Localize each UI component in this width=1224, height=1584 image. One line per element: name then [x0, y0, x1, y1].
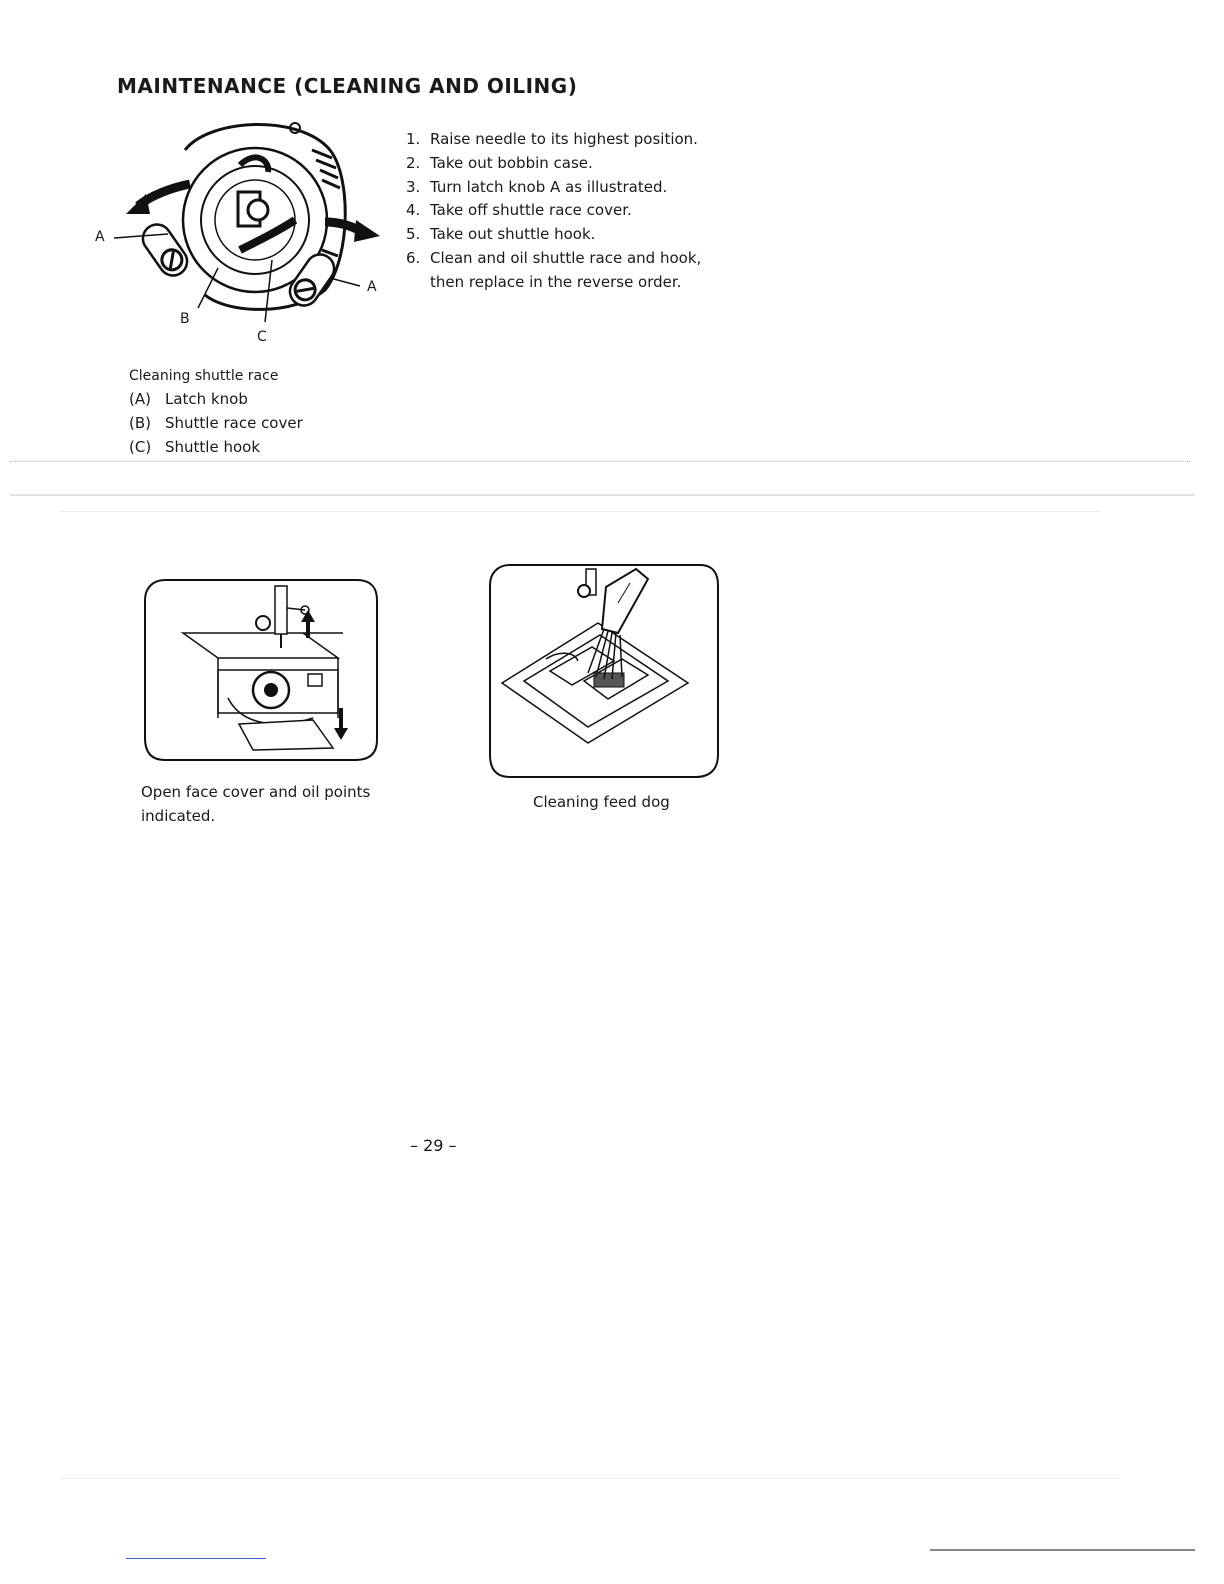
page-number: – 29 –	[410, 1136, 457, 1155]
legend-item	[129, 411, 303, 435]
divider	[126, 1558, 266, 1559]
step-text: Clean and oil shuttle race and hook,	[430, 248, 702, 267]
divider	[10, 494, 1195, 496]
face-cover-illustration	[143, 578, 379, 762]
step-number: 5.	[406, 225, 421, 244]
step-text: Take out shuttle hook.	[430, 225, 596, 244]
legend-text: Latch knob	[165, 390, 248, 408]
divider	[60, 511, 1100, 512]
step-number: 2.	[406, 153, 421, 172]
step-number: 1.	[406, 130, 421, 148]
figure1-caption: Cleaning shuttle race	[129, 368, 279, 384]
legend-key: (C)	[129, 438, 152, 456]
step-item	[406, 199, 701, 223]
divider	[930, 1549, 1195, 1551]
label-a-right: A	[367, 279, 377, 295]
label-c: C	[257, 329, 267, 345]
instruction-steps	[406, 128, 701, 295]
step-text: Turn latch knob A as illustrated.	[430, 177, 668, 196]
legend-item	[129, 435, 303, 459]
divider	[10, 461, 1190, 462]
step-number: 4.	[406, 201, 421, 220]
step-item	[406, 223, 701, 247]
page-title: MAINTENANCE (CLEANING AND OILING)	[117, 74, 578, 98]
step-number	[406, 271, 430, 295]
legend-item	[129, 387, 303, 411]
figure3-caption: Cleaning feed dog	[533, 793, 670, 811]
feed-dog-illustration	[488, 563, 720, 779]
figure2-caption-line1: Open face cover and oil points	[141, 783, 371, 801]
step-text: Take out bobbin case.	[430, 153, 593, 172]
label-b: B	[180, 311, 190, 327]
label-a-left: A	[95, 229, 105, 245]
figure2-caption	[141, 780, 370, 828]
step-item	[406, 128, 701, 152]
step-item	[406, 176, 701, 200]
step-number: 6.	[406, 248, 421, 267]
divider	[60, 1478, 1120, 1479]
step-text: Take off shuttle race cover.	[430, 201, 632, 220]
step-item	[406, 152, 701, 176]
step-item	[406, 271, 701, 295]
step-number: 3.	[406, 177, 421, 196]
step-text: then replace in the reverse order.	[430, 272, 682, 291]
step-text: Raise needle to its highest position.	[430, 130, 698, 148]
legend-text: Shuttle race cover	[165, 414, 303, 432]
figure2-caption-line2: indicated.	[141, 807, 216, 825]
figure1-legend	[129, 365, 303, 459]
legend-key: (B)	[129, 414, 151, 432]
step-item	[406, 247, 701, 271]
legend-text: Shuttle hook	[165, 438, 261, 456]
legend-key: (A)	[129, 390, 151, 408]
shuttle-race-illustration	[90, 110, 390, 350]
